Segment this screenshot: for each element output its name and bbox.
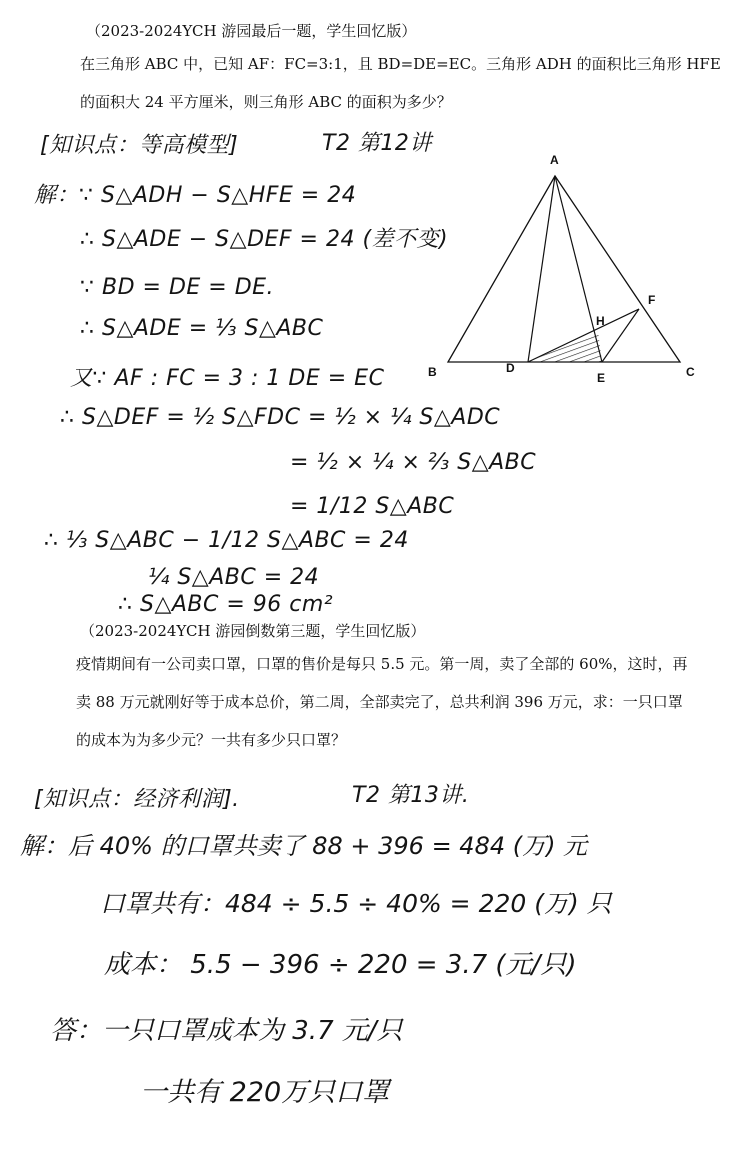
problem2-text-line3: 的成本为为多少元？一共有多少只口罩？ [76, 731, 347, 749]
problem1-solution-line: ¼ S△ABC = 24 [148, 565, 320, 590]
problem2-solution-line: 一共有 220万只口罩 [140, 1077, 390, 1108]
point-b-label: B [428, 365, 437, 379]
point-c-label: C [686, 365, 695, 379]
problem2-solution-line: 成本： 5.5 − 396 ÷ 220 = 3.7 (元/只) [104, 950, 577, 980]
problem2-knowledge-point: [知识点：经济利润]. [34, 787, 240, 812]
point-h-label: H [596, 314, 605, 328]
point-d-label: D [506, 361, 515, 375]
problem2-text-line1: 疫情期间有一公司卖口罩，口罩的售价是每只 5.5 元。第一周，卖了全部的 60%，这时，再 [76, 655, 688, 673]
problem2-solution-line: 口罩共有：484 ÷ 5.5 ÷ 40% = 220 (万) 只 [100, 889, 612, 918]
problem1-solution-line: ∴ S△DEF = ½ S△FDC = ½ × ¼ S△ADC [60, 405, 501, 430]
problem1-solution-line: ∴ S△ADE = ⅓ S△ABC [80, 316, 324, 341]
segment-ef [602, 309, 639, 362]
problem2-text-line2: 卖 88 万元就刚好等于成本总价，第二周，全部卖完了，总共利润 396 万元，求：一只口罩 [76, 693, 683, 711]
problem1-solution-line: 又∵ AF : FC = 3 : 1 DE = EC [70, 366, 385, 391]
problem1-text-line2: 的面积大 24 平方厘米，则三角形 ABC 的面积为多少？ [80, 93, 452, 111]
point-e-label: E [597, 371, 606, 385]
problem1-solution-line: ∵ BD = DE = DE. [80, 275, 275, 300]
problem1-solution-line: 解：∵ S△ADH − S△HFE = 24 [34, 183, 357, 208]
point-a-label: A [550, 153, 559, 167]
problem1-lecture-ref: T2 第12讲 [322, 131, 432, 156]
problem1-knowledge-point: [知识点：等高模型] [40, 133, 239, 158]
triangle-abc [448, 176, 680, 362]
segment-ad [528, 176, 555, 362]
problem1-text-line1: 在三角形 ABC 中，已知 AF：FC=3:1，且 BD=DE=EC。三角形 ADH 的面积比三角形 HFE [80, 55, 721, 73]
problem1-solution-line: = 1/12 S△ABC [290, 494, 455, 519]
problem1-solution-line: ∴ S△ABC = 96 cm² [118, 592, 334, 617]
problem1-source: （2023-2024YCH 游园最后一题，学生回忆版） [86, 22, 417, 40]
problem1-solution-line: ∴ S△ADE − S△DEF = 24 (差不变) [80, 227, 449, 252]
segment-ae [555, 176, 602, 362]
problem2-source: （2023-2024YCH 游园倒数第三题，学生回忆版） [80, 622, 426, 640]
problem1-solution-line: = ½ × ¼ × ⅔ S△ABC [290, 450, 537, 475]
problem2-solution-line: 答：一只口罩成本为 3.7 元/只 [50, 1016, 403, 1046]
problem1-solution-line: ∴ ⅓ S△ABC − 1/12 S△ABC = 24 [44, 528, 409, 553]
point-f-label: F [648, 293, 656, 307]
problem2-lecture-ref: T2 第13讲. [352, 783, 470, 808]
triangle-diagram [418, 140, 718, 390]
problem2-solution-line: 解：后 40% 的口罩共卖了 88 + 396 = 484 (万) 元 [20, 832, 588, 860]
